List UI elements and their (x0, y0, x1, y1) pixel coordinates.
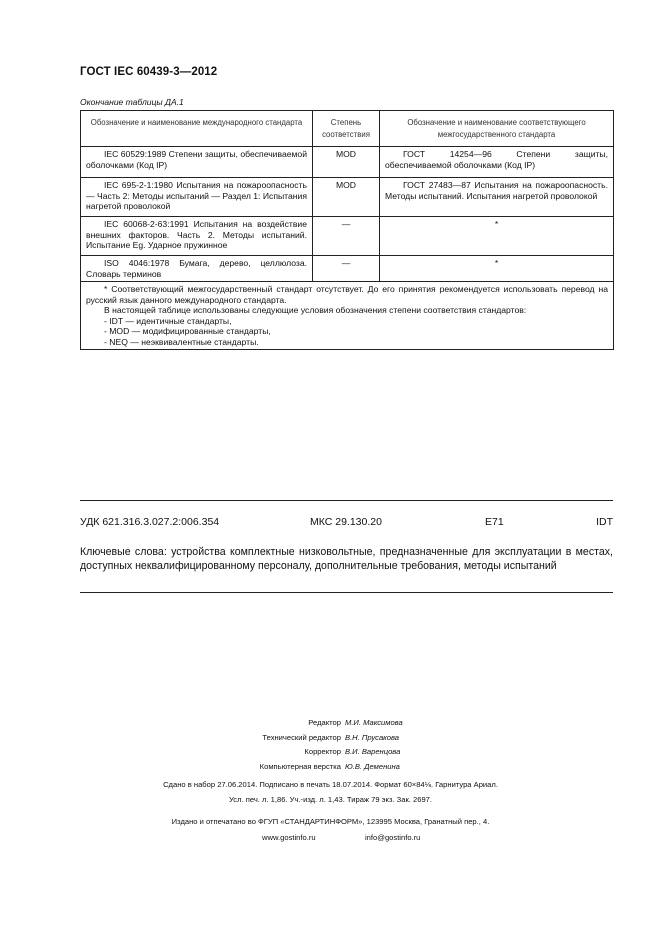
header-intl-standard: Обозначение и наименование международного стандарта (81, 111, 313, 147)
udk-code: УДК 621.316.3.027.2:006.354 (80, 516, 220, 528)
table-footnote-row (81, 282, 614, 350)
staff-name: В.И. Варенцова (345, 747, 401, 756)
keywords: Ключевые слова: устройства комплектные низковольтные, предназначенные для эксплуатации в местах, доступных неквалифицированному персоналу, дополнительные требования, методы испытаний (80, 546, 613, 572)
imprint-line-2: Усл. печ. л. 1,86. Уч.-изд. л. 1,43. Тираж 79 экз. Зак. 2697. (228, 795, 433, 804)
staff-role: Корректор (304, 747, 341, 756)
divider-top (80, 500, 613, 501)
staff-row (0, 760, 661, 775)
document-code: ГОСТ IEC 60439-3—2012 (80, 66, 218, 78)
national-standard-cell: * (380, 217, 614, 256)
staff-name: Ю.В. Деменина (345, 761, 400, 771)
staff-row (0, 745, 661, 760)
website-link[interactable]: www.gostinfo.ru (262, 833, 316, 842)
email-link[interactable]: info@gostinfo.ru (365, 833, 421, 842)
intl-standard-cell: IEC 695-2-1:1980 Испытания на пожароопасность — Часть 2: Методы испытаний — Раздел 1: Испытания нагретой проволокой (81, 178, 313, 217)
header-national-standard: Обозначение и наименование соответствующего межгосударственного стандарта (380, 111, 614, 147)
staff-name: М.И. Максимова (345, 718, 403, 727)
staff-role: Технический редактор (262, 732, 341, 742)
footnote-conditions: В настоящей таблице использованы следующие условия обозначения степени соответствия стандартов: (104, 305, 527, 315)
classifier-code: Е71 (485, 516, 504, 528)
degree-cell: — (313, 256, 380, 282)
staff-row (0, 731, 661, 746)
standards-table (80, 110, 614, 350)
national-standard-cell: ГОСТ 14254—96 Степени защиты, обеспечиваемой оболочками (Код IP) (380, 147, 614, 178)
divider-bottom (80, 592, 613, 593)
staff-row (0, 716, 661, 731)
header-degree: Степень соответствия (313, 111, 380, 147)
table-row (81, 147, 614, 178)
national-standard-cell: * (380, 256, 614, 282)
table-footnote (81, 282, 614, 350)
table-row (81, 178, 614, 217)
staff-role: Компьютерная верстка (259, 761, 341, 771)
intl-standard-cell: ISO 4046:1978 Бумага, дерево, целлюлоза. Словарь терминов (81, 256, 313, 282)
publisher-line: Издано и отпечатано во ФГУП «СТАНДАРТИНФОРМ», 123995 Москва, Гранатный пер., 4. (171, 817, 490, 826)
table-header-row (81, 111, 614, 147)
mks-code: МКС 29.130.20 (310, 516, 382, 528)
degree-cell: MOD (313, 178, 380, 217)
national-standard-cell: ГОСТ 27483—87 Испытания на пожароопасность. Методы испытаний. Испытания нагретой проволокой (380, 178, 614, 217)
table-row (81, 256, 614, 282)
footnote-item: - MOD — модифицированные стандарты, (104, 326, 271, 336)
editorial-staff (0, 716, 661, 774)
imprint-line-1: Сдано в набор 27.06.2014. Подписано в печать 18.07.2014. Формат 60×84⅛. Гарнитура Ариал. (163, 780, 498, 789)
footnote-item: - IDT — идентичные стандарты, (104, 315, 232, 326)
footnote-asterisk: * Соответствующий межгосударственный стандарт отсутствует. До его принятия рекомендуется использовать перевод на русский язык данного международного стандарта. (86, 284, 608, 305)
classification-line (80, 516, 613, 528)
table-row (81, 217, 614, 256)
intl-standard-cell: IEC 60068-2-63:1991 Испытания на воздействие внешних факторов. Часть 2. Методы испытаний. Испытание Eg. Ударное пружинное (81, 217, 313, 256)
degree-cell: — (313, 217, 380, 256)
degree-code: IDT (596, 516, 613, 528)
staff-name: В.Н. Прусакова (345, 732, 399, 742)
staff-role: Редактор (308, 718, 341, 727)
footnote-item: - NEQ — неэквивалентные стандарты. (104, 336, 259, 347)
degree-cell: MOD (313, 147, 380, 178)
table-caption: Окончание таблицы ДА.1 (80, 97, 184, 107)
intl-standard-cell: IEC 60529:1989 Степени защиты, обеспечиваемой оболочками (Код IP) (81, 147, 313, 178)
